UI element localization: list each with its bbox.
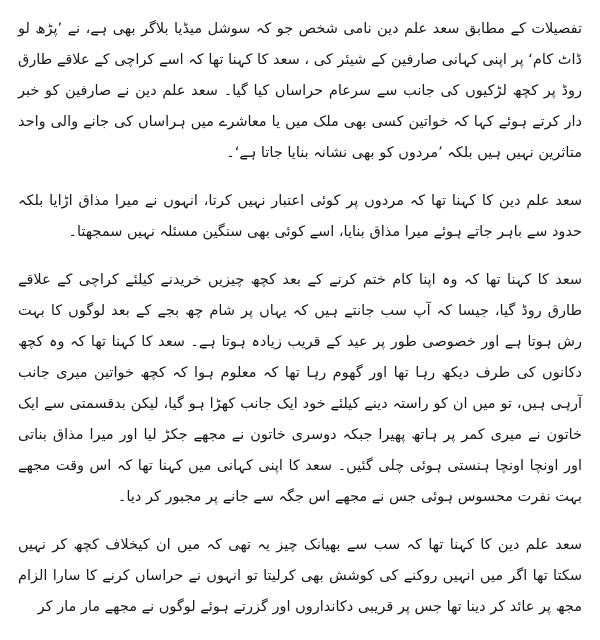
article-paragraph-1: تفصیلات کے مطابق سعد علم دین نامی شخص جو کہ سوشل میڈیا بلاگر بھی ہے، نے ’پڑھ لو ڈاٹ کام‘ پر اپنی کہانی صارفین کے شیئر کی ، سعد کا کہنا تھا کہ اسے کراچی کے علاقے طارق روڈ پر کچھ لڑکیوں کی جانب سے سرعام حراساں کیا گیا۔ سعد علم دین نے صارفین کو خبر دار کرتے ہوئے کہا کہ خواتین کسی بھی ملک میں یا معاشرے میں ہراساں کی جانے والی واحد متاثرین نہیں ہیں بلکہ ’مردوں کو بھی نشانہ بنایا جاتا ہے‘۔ [18,21,582,161]
article-body [18,14,582,640]
article-paragraph-4: سعد علم دین کا کہنا تھا کہ سب سے بھیانک چیز یہ تھی کہ میں ان کیخلاف کچھ کر نہیں سکتا تھا اگر میں انہیں روکنے کی کوشش بھی کرلیتا تو انہوں نے حراساں کرنے کا سارا الزام مجھ پر عائد کر دینا تھا جس پر قریبی دکانداروں اور گزرتے ہوئے لوگوں نے مجھے مار مار کر [18,537,582,615]
article-paragraph-3: سعد کا کہنا تھا کہ وہ اپنا کام ختم کرنے کے بعد کچھ چیزیں خریدنے کیلئے کراچی کے علاقے طارق روڈ گیا، جیسا کہ آپ سب جانتے ہیں کہ یہاں پر شام چھ بجے کے بعد لوگوں کا بہت رش ہوتا ہے اور خصوصی طور پر عید کے قریب زیادہ ہوتا ہے۔ سعد کا کہنا تھا کہ وہ کچھ دکانوں کی طرف دیکھ رہا تھا اور گھوم رہا تھا کہ معلوم ہوا کہ کچھ خواتین میری جانب آرہی ہیں، تو میں ان کو راستہ دینے کیلئے خود ایک جانب کھڑا ہو گیا، لیکن بدقسمتی سے ایک خاتون نے میری کمر پر ہاتھ پھیرا جبکہ دوسری خاتون نے مجھے جکڑ لیا اور میرا مذاق بناتی اور اونچا اونچا ہنستی ہوئی چلی گئیں۔ سعد کا اپنی کہانی میں کہنا تھا کہ اس وقت مجھے بہت نفرت محسوس ہوئی جس نے مجھے اس جگہ سے جانے پر مجبور کر دیا۔ [18,272,582,505]
article-paragraph-2: سعد علم دین کا کہنا تھا کہ مردوں پر کوئی اعتبار نہیں کرتا، انہوں نے میرا مذاق اڑایا بلکہ حدود سے باہر جاتے ہوئے میرا مذاق بنایا، اسے کوئی بھی سنگین مسئلہ نہیں سمجھتا۔ [18,193,582,240]
